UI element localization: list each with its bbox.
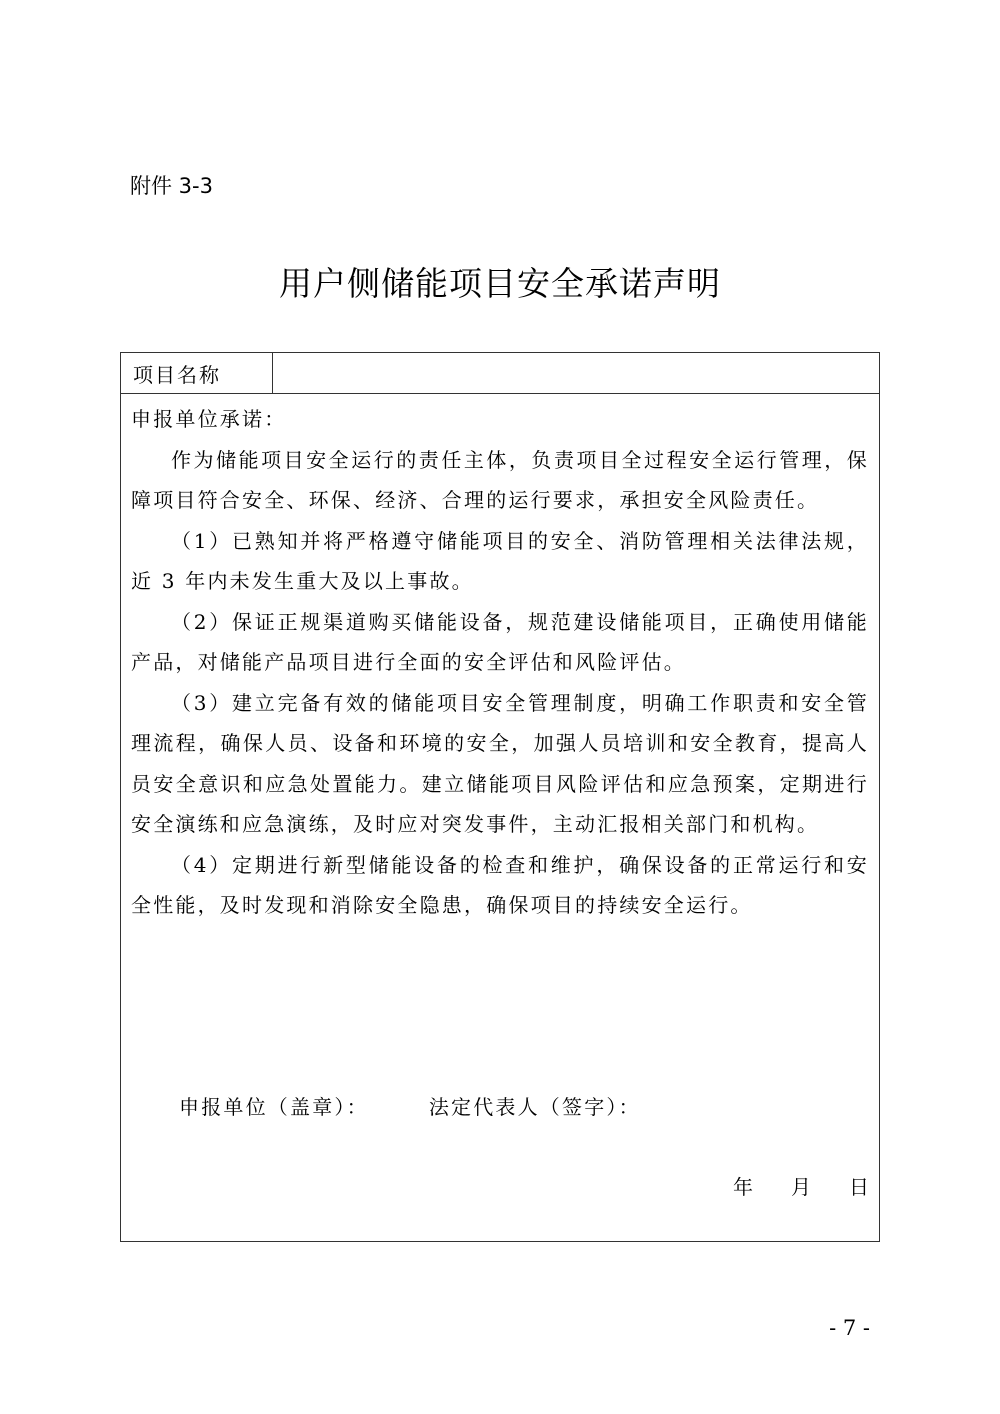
date-year: 年	[733, 1175, 753, 1199]
date-row	[695, 1171, 869, 1200]
commitment-form	[120, 352, 880, 1242]
commitment-paragraph-1: （1）已熟知并将严格遵守储能项目的安全、消防管理相关法律法规，近 3 年内未发生重大及以上事故。	[131, 528, 869, 593]
legal-representative-label: 法定代表人（签字）：	[428, 1095, 641, 1119]
project-name-field[interactable]	[273, 353, 879, 393]
signature-row	[179, 1091, 641, 1120]
commitment-paragraph-2: （2）保证正规渠道购买储能设备，规范建设储能项目，正确使用储能产品，对储能产品项目进行全面的安全评估和风险评估。	[131, 609, 869, 674]
document-title: 用户侧储能项目安全承诺声明	[279, 264, 721, 303]
attachment-label: 附件 3-3	[130, 174, 213, 198]
page-number: - 7 -	[829, 1316, 870, 1340]
project-name-row	[121, 353, 879, 394]
commitment-body	[131, 399, 869, 926]
commitment-paragraph-3: （3）建立完备有效的储能项目安全管理制度，明确工作职责和安全管理流程，确保人员、设备和环境的安全，加强人员培训和安全教育，提高人员安全意识和应急处置能力。建立储能项目风险评估和应急预案，定期进行安全演练和应急演练，及时应对突发事件，主动汇报相关部门和机构。	[131, 690, 869, 836]
commitment-paragraph-4: （4）定期进行新型储能设备的检查和维护，确保设备的正常运行和安全性能，及时发现和消除安全隐患，确保项目的持续安全运行。	[131, 852, 869, 917]
commitment-heading: 申报单位承诺：	[131, 407, 287, 431]
project-name-label: 项目名称	[121, 353, 273, 393]
date-day: 日	[849, 1175, 869, 1199]
commitment-paragraph-intro: 作为储能项目安全运行的责任主体，负责项目全过程安全运行管理，保障项目符合安全、环保、经济、合理的运行要求，承担安全风险责任。	[131, 447, 869, 512]
unit-seal-label: 申报单位（盖章）：	[179, 1095, 369, 1119]
date-month: 月	[791, 1175, 811, 1199]
